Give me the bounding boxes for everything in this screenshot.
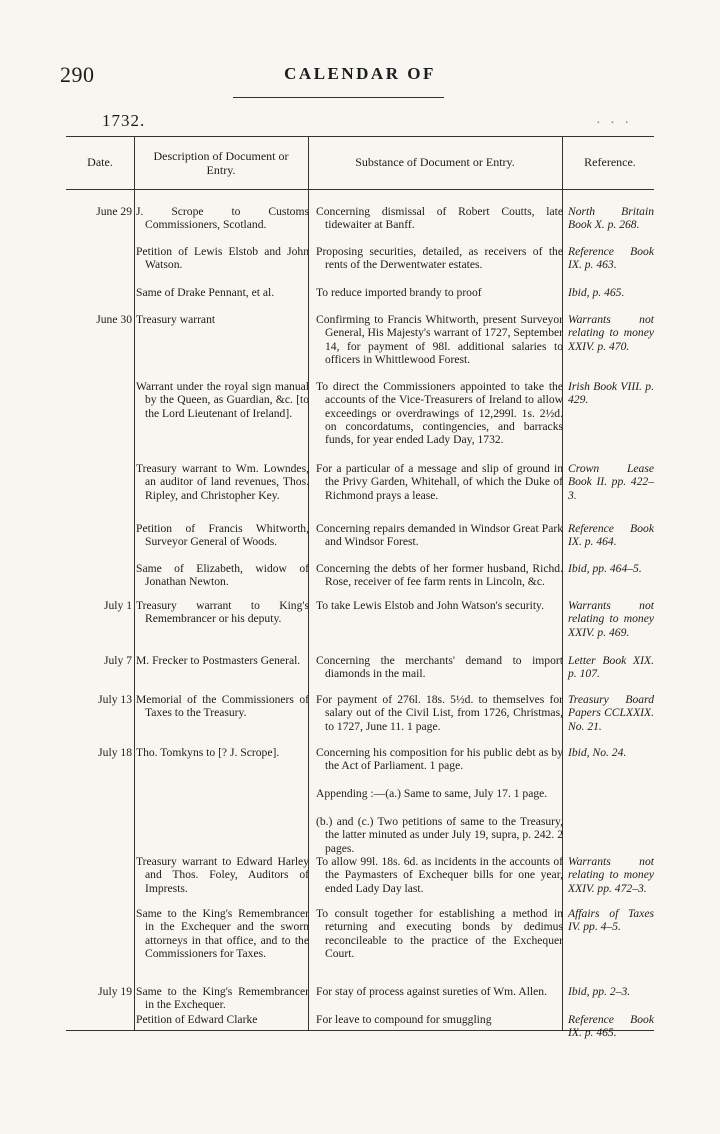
ellipsis-dots: · · · — [596, 116, 632, 131]
entry-description: Same to the King's Remembrancer in the Exchequer. — [136, 985, 309, 1012]
entry-substance: For payment of 276l. 18s. 5½d. to themselves for salary out of the Civil List, from 1726, Christmas, to 1727, June 11. 1 page. — [316, 693, 563, 733]
entry-description: Warrant under the royal sign manual by the Queen, as Guardian, &c. [to the Lord Lieutenant of Ireland]. — [136, 380, 309, 420]
header-divider — [66, 189, 654, 190]
entry-substance: For leave to compound for smuggling — [316, 1013, 492, 1026]
entry-substance: Concerning repairs demanded in Windsor Great Park and Windsor Forest. — [316, 522, 563, 549]
entry-date: July 7 — [103, 654, 132, 667]
entry-description: Petition of Edward Clarke — [136, 1013, 258, 1026]
page-number: 290 — [60, 62, 95, 87]
entry-reference: Reference Book IX. p. 464. — [568, 522, 654, 549]
calendar-table — [66, 136, 654, 1040]
entry-description: Treasury warrant — [136, 313, 216, 326]
entry-reference: Ibid, pp. 2–3. — [568, 985, 631, 998]
running-head: CALENDAR OF — [284, 64, 436, 83]
entry-substance: Concerning the merchants' demand to import diamonds in the mail. — [316, 654, 563, 681]
entry-substance: For a particular of a message and slip of ground in the Privy Garden, Whitehall, of which the Duke of Richmond prays a lease. — [316, 462, 563, 502]
entry-reference: Warrants not relating to money XXIV. pp. 472–3. — [568, 855, 654, 895]
entry-date: June 30 — [96, 313, 132, 326]
entry-reference: Ibid, No. 24. — [568, 746, 627, 759]
entry-substance: To take Lewis Elstob and John Watson's security. — [316, 599, 544, 612]
entry-date: July 1 — [103, 599, 132, 612]
entry-reference: North Britain Book X. p. 268. — [568, 205, 654, 232]
entry-substance: (b.) and (c.) Two petitions of same to the Treasury, the latter minuted as under July 19, supra, p. 242. 2 pages. — [316, 815, 563, 855]
entry-substance: To allow 99l. 18s. 6d. as incidents in the accounts of the Paymasters of Exchequer bills for one year, ended Lady Day last. — [316, 855, 563, 895]
entry-description: Memorial of the Commissioners of Taxes to the Treasury. — [136, 693, 309, 720]
entry-substance: Confirming to Francis Whitworth, present Surveyor General, His Majesty's warrant of 1727, September 14, for payment of 98l. additional salaries to officers in Whittlewood Forest. — [316, 313, 563, 366]
column-divider — [134, 137, 135, 1030]
entry-reference: Ibid, pp. 464–5. — [568, 562, 642, 575]
entry-date: July 18 — [98, 746, 132, 759]
entry-substance: Concerning his composition for his public debt as by the Act of Parliament. 1 page. — [316, 746, 563, 773]
entry-substance: For stay of process against sureties of Wm. Allen. — [316, 985, 547, 998]
entry-reference: Treasury Board Papers CCLXXIX. No. 21. — [568, 693, 654, 733]
entry-description: Petition of Lewis Elstob and John Watson. — [136, 245, 309, 272]
entry-description: Same to the King's Remembrancer in the Exchequer and the sworn attorneys in that office, and to the Commissioners for Taxes. — [136, 907, 309, 960]
entry-substance: Proposing securities, detailed, as receivers of the rents of the Derwentwater estates. — [316, 245, 563, 272]
column-header-date: Date. — [87, 155, 113, 169]
entry-substance: To consult together for establishing a method in returning and executing bonds by dedimus reconcileable to the practice of the Exchequer Court. — [316, 907, 563, 960]
entry-description: Same of Elizabeth, widow of Jonathan Newton. — [136, 562, 309, 589]
entry-reference: Reference Book IX. p. 465. — [568, 1013, 654, 1040]
entry-substance: Appending :—(a.) Same to same, July 17. 1 page. — [316, 787, 548, 800]
entry-reference: Irish Book VIII. p. 429. — [568, 380, 654, 407]
entry-description: M. Frecker to Postmasters General. — [136, 654, 301, 667]
entry-description: J. Scrope to Customs Commissioners, Scotland. — [136, 205, 309, 232]
entry-reference: Warrants not relating to money XXIV. p. 470. — [568, 313, 654, 353]
entry-description: Treasury warrant to King's Remembrancer or his deputy. — [136, 599, 309, 626]
column-header-substance: Substance of Document or Entry. — [355, 155, 515, 169]
entry-reference: Warrants not relating to money XXIV. p. 469. — [568, 599, 654, 639]
entry-substance: Concerning the debts of her former husband, Richd. Rose, receiver of fee farm rents in Lincoln, &c. — [316, 562, 563, 589]
entry-description: Treasury warrant to Edward Harley and Thos. Foley, Auditors of Imprests. — [136, 855, 309, 895]
entry-description: Tho. Tomkyns to [? J. Scrope]. — [136, 746, 280, 759]
year-label: 1732. — [102, 111, 146, 130]
entry-reference: Reference Book IX. p. 463. — [568, 245, 654, 272]
entry-reference: Affairs of Taxes IV. pp. 4–5. — [568, 907, 654, 934]
entry-reference: Letter Book XIX. p. 107. — [568, 654, 654, 681]
entry-date: July 19 — [98, 985, 132, 998]
column-header-description: Description of Document or Entry. — [153, 149, 289, 177]
entry-substance: To direct the Commissioners appointed to take the accounts of the Vice-Treasurers of Ireland to allow exceedings or overdrawings of 12,299l. 1s. 2½d. on concordatums, contingencies, and barracks funds, for year ended Lady Day, 1732. — [316, 380, 563, 447]
entry-substance: Concerning dismissal of Robert Coutts, late tidewaiter at Banff. — [316, 205, 563, 232]
header-rule — [233, 97, 444, 98]
entry-description: Petition of Francis Whitworth, Surveyor General of Woods. — [136, 522, 309, 549]
column-header-reference: Reference. — [584, 155, 636, 169]
entry-date: July 13 — [98, 693, 132, 706]
entry-reference: Crown Lease Book II. pp. 422–3. — [568, 462, 654, 502]
entry-substance: To reduce imported brandy to proof — [316, 286, 482, 299]
entry-reference: Ibid, p. 465. — [568, 286, 625, 299]
entry-date: June 29 — [96, 205, 132, 218]
entry-description: Same of Drake Pennant, et al. — [136, 286, 275, 299]
entry-description: Treasury warrant to Wm. Lowndes, an auditor of land revenues, Thos. Ripley, and Christopher Key. — [136, 462, 309, 502]
